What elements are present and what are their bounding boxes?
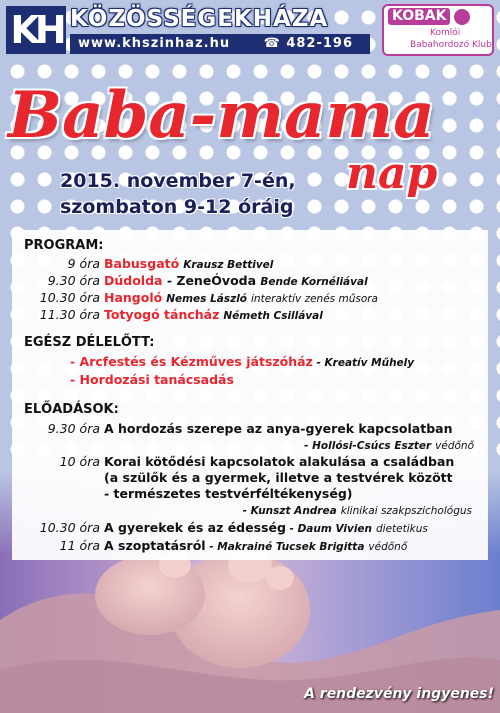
item-text	[104, 290, 378, 307]
lecture-time: 10.30 óra	[39, 520, 100, 535]
program-panel	[12, 230, 488, 560]
lecture-title-line3	[104, 486, 353, 502]
item-time: 10.30 óra	[39, 290, 100, 305]
item-text	[104, 307, 323, 324]
babywearing-figure-icon	[454, 9, 470, 25]
kh-logo-mark: KH	[6, 6, 66, 54]
item-name: Totyogó táncház	[104, 307, 220, 322]
speaker-name: - Makrainé Tucsek Brigitta	[205, 541, 365, 553]
website-link[interactable]: www.khszinhaz.hu	[78, 36, 231, 51]
all-morning-item	[70, 354, 414, 371]
lecture-speaker	[243, 502, 472, 519]
khszinhaz-logo	[6, 6, 354, 54]
speaker-name: - Kunszt Andrea	[242, 505, 337, 517]
club-line2: Babahordozó Klub	[410, 40, 492, 50]
event-time: szombaton 9-12 óráig	[60, 196, 294, 218]
item-time: 9.30 óra	[47, 273, 100, 288]
item-detail: Németh Csillával	[223, 310, 323, 322]
lecture-time: 10 óra	[59, 454, 100, 469]
lecture-title-continued: - természetes testvérféltékenység)	[104, 486, 353, 501]
lecture-title: Korai kötődési kapcsolatok alakulása a családban	[104, 454, 455, 469]
program-heading: PROGRAM:	[24, 238, 104, 253]
speaker-role: védőnő	[435, 440, 474, 452]
org-name: KÖZÖSSÉGEKHÁZA	[70, 6, 329, 32]
lecture-text	[104, 520, 428, 537]
event-title-suffix: nap	[346, 148, 438, 199]
event-title: Baba-mama	[8, 78, 435, 153]
lecture-title: A hordozás szerepe az anya-gyerek kapcsolatban	[104, 421, 453, 436]
speaker-name: - Daum Vivien	[285, 523, 373, 535]
lecture-title-continued: (a szülők és a gyermek, illetve a testvérek között	[104, 470, 453, 485]
lecture-title: A gyerekek és az édesség	[104, 520, 286, 535]
speaker-role: dietetikus	[376, 523, 428, 535]
item-detail2: interaktív zenés műsora	[251, 293, 378, 305]
phone-number: ☎ 482-196	[263, 36, 354, 51]
item-time: 9 óra	[67, 256, 100, 271]
item-text	[104, 273, 368, 290]
lecture-title: A szoptatásról	[104, 538, 206, 553]
item-text	[104, 256, 273, 273]
lecture-time: 9.30 óra	[47, 421, 100, 436]
item-name: - Arcfestés és Kézműves játszóház	[70, 354, 313, 369]
speaker-role: védőnő	[368, 541, 408, 553]
club-line1: Komlói	[430, 28, 461, 38]
item-name: Hangoló	[104, 290, 163, 305]
item-detail: Bende Kornéliával	[260, 276, 368, 288]
lectures-heading: ELŐADÁSOK:	[24, 402, 119, 417]
item-name: Babusgató	[104, 256, 180, 271]
club-name: KOBAK	[388, 8, 450, 25]
kobak-club-logo	[382, 4, 494, 56]
lecture-time: 11 óra	[59, 538, 100, 553]
item-time: 11.30 óra	[39, 307, 100, 322]
speaker-name: - Hollósi-Csúcs Eszter	[304, 440, 432, 452]
item-detail: Krausz Bettivel	[183, 259, 274, 271]
free-admission-note: A rendezvény ingyenes!	[304, 686, 494, 702]
item-name: Dúdolda	[104, 273, 163, 288]
item-detail: Nemes László	[166, 293, 248, 305]
lecture-title-line2	[104, 470, 453, 486]
item-sub: - ZeneÓvoda	[162, 273, 261, 288]
item-name: - Hordozási tanácsadás	[70, 372, 234, 387]
speaker-role: klinikai szakpszichológus	[340, 505, 472, 517]
lecture-speaker	[304, 437, 474, 454]
lecture-text	[104, 538, 407, 555]
all-morning-item	[70, 372, 234, 388]
event-date: 2015. november 7-én,	[60, 170, 296, 192]
item-detail: - Kreatív Műhely	[312, 357, 415, 369]
contact-bar	[70, 34, 370, 54]
all-morning-heading: EGÉSZ DÉLELŐTT:	[24, 335, 155, 350]
